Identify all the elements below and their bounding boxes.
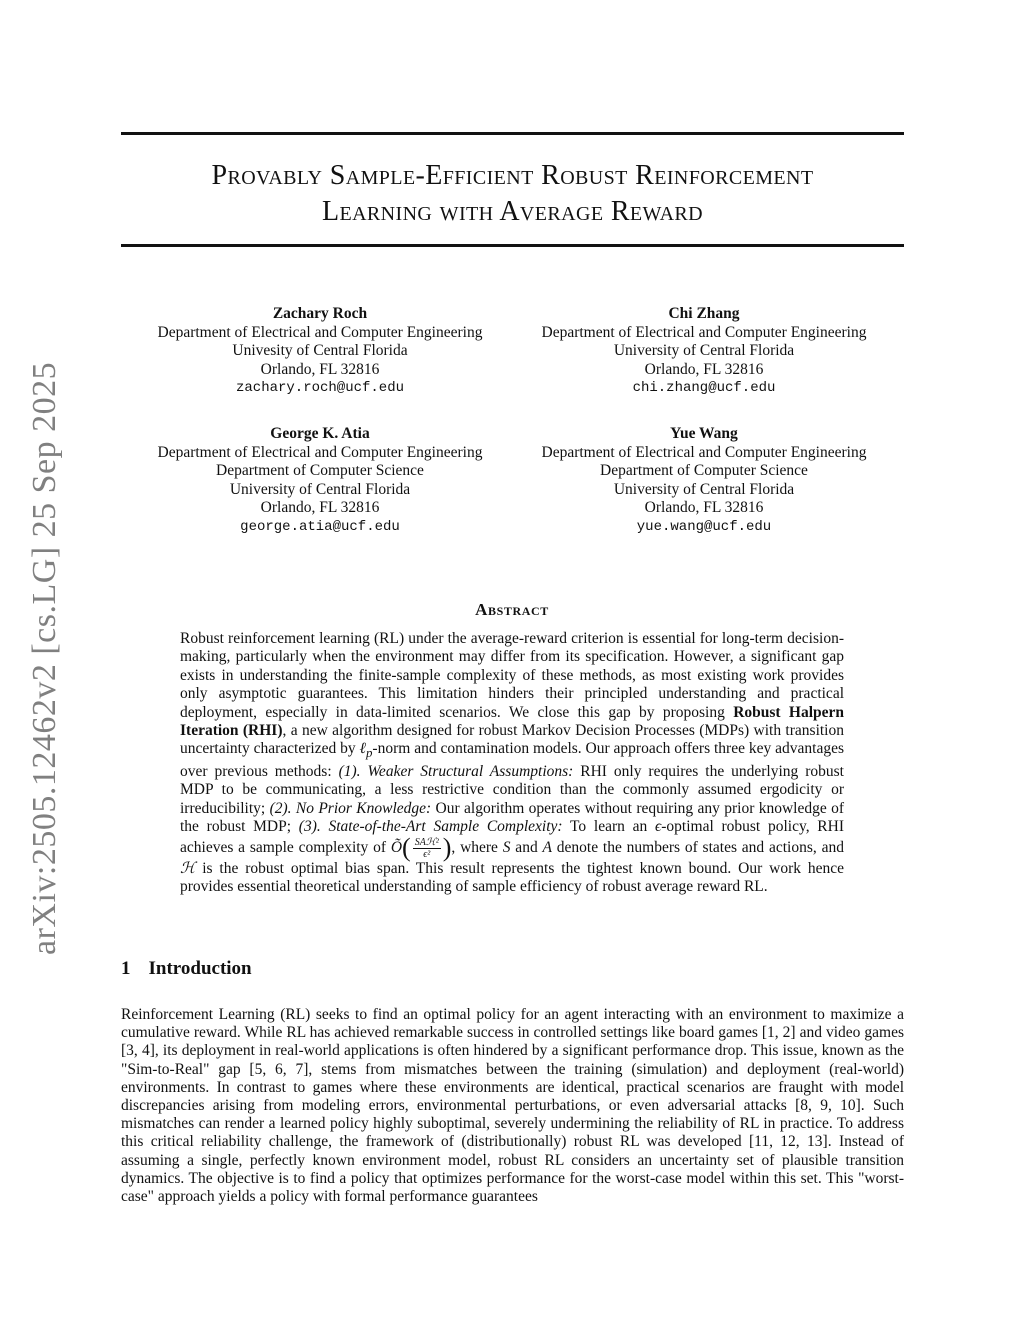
left-paren-symbol: ( xyxy=(402,832,411,862)
title-bottom-rule xyxy=(121,244,904,247)
lp-norm-symbol xyxy=(359,740,373,761)
author-block-1 xyxy=(120,305,520,398)
title-line-2: Learning with Average Reward xyxy=(321,196,704,227)
abstract-text: -optimal robust policy, RHI achieves a sample complexity of xyxy=(180,818,844,856)
author-affiliation-line: Univesity of Central Florida xyxy=(232,342,408,360)
introduction-paragraph: Reinforcement Learning (RL) seeks to find an optimal policy for an agent interacting with an environment to maximize a cumulative reward. While RL has achieved remarkable success in controlled settings like board games [1, 2] and video games [3, 4], its deployment in real-world applications is often hindered by a significant performance drop. This issue, known as the "Sim-to-Real" gap [5, 6, 7], stems from mismatches between the training (simulation) and deployment (real-world) environments. In contrast to games where these environments are identical, practical scenarios are fraught with model discrepancies arising from modeling errors, environmental perturbations, or even adversarial attacks [8, 9, 10]. Such mismatches can render a learned policy highly suboptimal, severely undermining the reliability of RL in practice. To address this critical reliability challenge, the framework of (distributionally) robust RL was developed [11, 12, 13]. Instead of assuming a single, perfectly known environment model, robust RL considers an uncertainty set of plausible transition dynamics. The objective is to find a policy that optimizes performance for the worst-case model within this set. This "worst-case" approach yields a policy with formal performance guarantees xyxy=(121,1006,904,1206)
author-affiliation-line: Orlando, FL 32816 xyxy=(260,499,380,517)
author-affiliation-line: Department of Electrical and Computer Engineering xyxy=(541,323,867,341)
states-symbol: S xyxy=(502,838,511,856)
author-block-3 xyxy=(120,425,520,537)
author-block-4 xyxy=(504,425,904,537)
author-affiliation-line: University of Central Florida xyxy=(613,480,795,498)
author-name: Chi Zhang xyxy=(668,305,740,322)
abstract-text: RHI only requires the underlying robust MDP to be communicating, a less restrictive condition than the commonly assumed ergodicity or irreducibility; xyxy=(180,762,844,817)
author-name: Zachary Roch xyxy=(272,305,368,322)
section-heading-introduction xyxy=(121,958,252,980)
abstract-text: -norm and contamination models. Our approach offers three key advantages over previous methods: xyxy=(180,740,844,780)
abstract-text: and xyxy=(510,838,543,856)
author-affiliation-line: Orlando, FL 32816 xyxy=(644,360,764,378)
section-number: 1 xyxy=(121,958,131,979)
author-affiliation-line: Department of Electrical and Computer Engineering xyxy=(157,323,483,341)
bias-span-symbol: ℋ xyxy=(180,859,196,877)
author-email[interactable]: zachary.roch@ucf.edu xyxy=(235,380,405,397)
abstract-text: denote the numbers of states and actions, and xyxy=(551,838,844,856)
abstract-body xyxy=(180,630,844,896)
paper-title xyxy=(121,158,904,230)
abstract-text: , where xyxy=(451,838,503,856)
author-email[interactable]: george.atia@ucf.edu xyxy=(240,518,400,535)
big-o-symbol: Õ xyxy=(390,838,403,856)
right-paren-symbol: ) xyxy=(442,832,452,862)
section-title: Introduction xyxy=(148,958,252,979)
abstract-text: Robust reinforcement learning (RL) under the average-reward criterion is essential for long-term decision-making, particularly when the environment may differ from its specification. However, a significant gap exists in understanding the finite-sample complexity of these methods, as most existing work provides only asymptotic guarantees. This limitation hinders their principled understanding and practical deployment, especially in data-limited scenarios. We close this gap by proposing xyxy=(180,630,844,721)
epsilon-symbol: ϵ xyxy=(654,818,662,836)
author-affiliation-line: University of Central Florida xyxy=(229,480,411,498)
arxiv-side-stamp[interactable]: arXiv:2505.12462v2 [cs.LG] 25 Sep 2025 xyxy=(26,361,63,955)
author-affiliation-line: Department of Electrical and Computer Engineering xyxy=(157,443,483,461)
author-name: Yue Wang xyxy=(670,425,738,442)
ell-symbol: ℓ xyxy=(359,740,366,758)
abstract-advantage-3: (3). State-of-the-Art Sample Complexity: xyxy=(298,818,563,836)
author-affiliation-line: Department of Computer Science xyxy=(600,462,808,480)
author-affiliation-line: Department of Computer Science xyxy=(216,462,424,480)
author-affiliation-line: University of Central Florida xyxy=(613,342,795,360)
abstract-text: is the robust optimal bias span. This result represents the tightest known bound. Our work hence provides essential theoretical understanding of sample efficiency of robust average reward RL. xyxy=(180,859,844,895)
fraction-denominator: ϵ² xyxy=(423,848,431,860)
author-name: George K. Atia xyxy=(270,425,370,442)
abstract-text: Our algorithm operates without requiring any prior knowledge of the robust MDP; xyxy=(180,799,844,836)
complexity-fraction xyxy=(413,837,441,860)
author-affiliation-line: Orlando, FL 32816 xyxy=(260,360,380,378)
author-email[interactable]: yue.wang@ucf.edu xyxy=(636,518,772,535)
actions-symbol: A xyxy=(542,838,552,856)
ell-subscript: p xyxy=(365,745,373,761)
abstract-advantage-2: (2). No Prior Knowledge: xyxy=(269,799,432,817)
author-affiliation-line: Department of Electrical and Computer Engineering xyxy=(541,443,867,461)
author-block-2 xyxy=(504,305,904,398)
title-top-rule xyxy=(121,132,904,135)
fraction-numerator: SAℋ² xyxy=(414,836,439,848)
abstract-algorithm-name: Robust Halpern Iteration (RHI) xyxy=(180,703,845,740)
author-affiliation-line: Orlando, FL 32816 xyxy=(644,499,764,517)
abstract-heading: Abstract xyxy=(475,600,549,619)
abstract-text: To learn an xyxy=(562,818,655,836)
abstract-advantage-1: (1). Weaker Structural Assumptions: xyxy=(338,762,574,780)
abstract-text: , a new algorithm designed for robust Markov Decision Processes (MDPs) with transition uncertainty characterized by xyxy=(180,722,844,758)
author-email[interactable]: chi.zhang@ucf.edu xyxy=(632,380,776,397)
title-line-1: Provably Sample-Efficient Robust Reinforcement xyxy=(211,160,814,191)
